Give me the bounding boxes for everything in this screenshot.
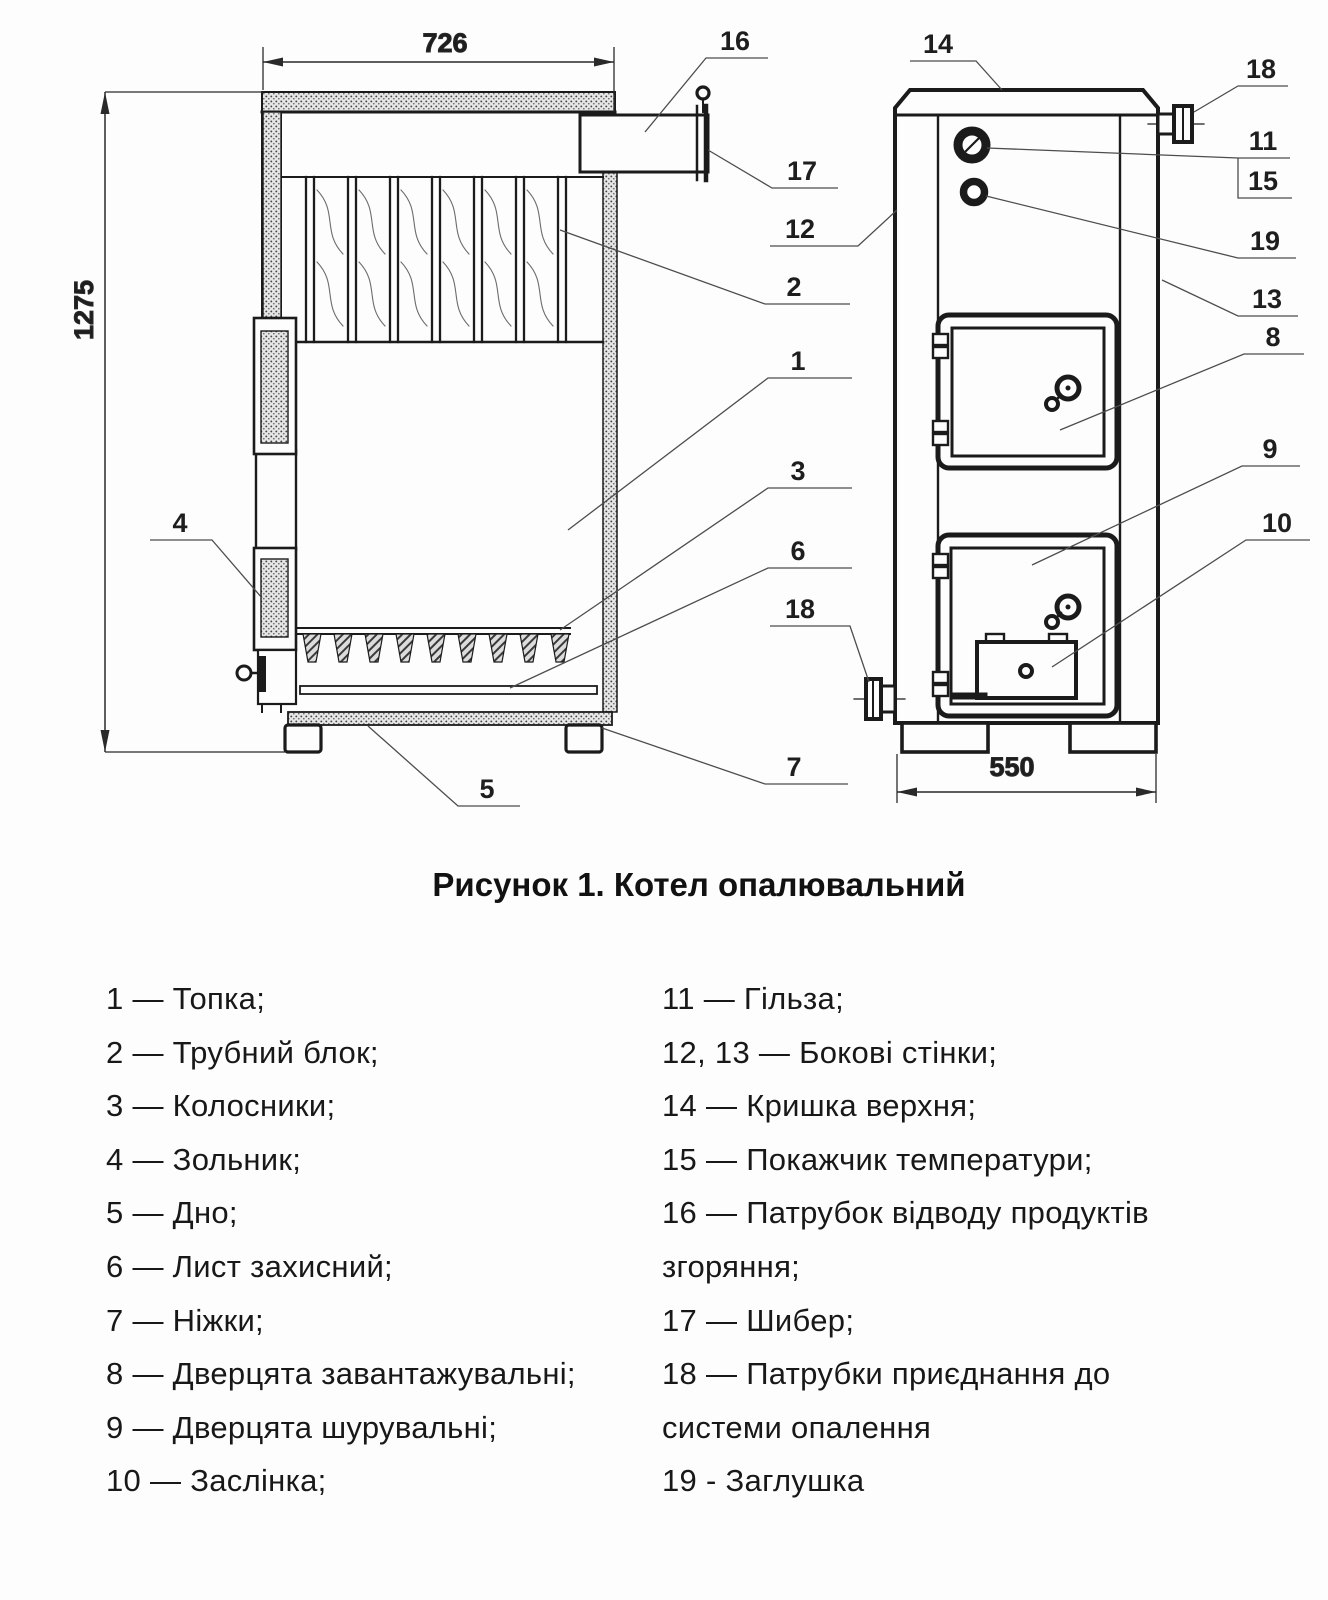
legend-item-2: 2 — Трубний блок; — [106, 1034, 379, 1070]
legend-item-9: 9 — Дверцята шурувальні; — [106, 1409, 498, 1445]
plug — [964, 182, 985, 203]
top-cover-section — [262, 92, 615, 112]
legend-item-17: 17 — Шибер; — [662, 1302, 855, 1338]
tube-block — [281, 177, 603, 342]
callout-16: 16 — [719, 26, 751, 56]
callout-5: 5 — [479, 774, 495, 804]
legend-item-3: 3 — Колосники; — [106, 1088, 336, 1124]
legend-item-19: 19 - Заглушка — [662, 1463, 865, 1499]
callout-2: 2 — [786, 272, 802, 302]
legend-item-12-13: 12, 13 — Бокові стінки; — [662, 1034, 998, 1070]
callout-11: 11 — [1248, 126, 1278, 156]
callout-17: 17 — [786, 156, 818, 186]
callout-10: 10 — [1261, 508, 1293, 538]
grate — [281, 628, 570, 662]
legend-column-right — [662, 972, 1149, 1508]
callout-9: 9 — [1262, 434, 1278, 464]
legend-item-4: 4 — Зольник; — [106, 1141, 302, 1177]
legend-item-8: 8 — Дверцята завантажувальні; — [106, 1356, 576, 1392]
dim-label-550: 550 — [989, 752, 1035, 782]
loading-door — [933, 315, 1117, 468]
callout-15: 15 — [1247, 166, 1279, 196]
callout-8: 8 — [1265, 322, 1281, 352]
side-wall-section — [603, 172, 617, 712]
legend-item-14: 14 — Кришка верхня; — [662, 1088, 977, 1124]
side-front-view — [854, 90, 1204, 752]
front-section-view — [237, 87, 709, 752]
damper-knob — [697, 87, 709, 99]
callout-18-left: 18 — [784, 594, 816, 624]
legend-item-16-cont: згоряння; — [662, 1248, 801, 1284]
foot — [1070, 723, 1156, 752]
callout-4: 4 — [172, 508, 188, 538]
callout-1: 1 — [790, 346, 806, 376]
callout-6: 6 — [790, 536, 806, 566]
legend-item-5: 5 — Дно; — [106, 1195, 238, 1231]
door-frame — [256, 450, 296, 550]
loading-door-section — [254, 318, 296, 454]
callout-18-right: 18 — [1245, 54, 1277, 84]
legend-item-18: 18 — Патрубки приєднання до — [662, 1356, 1111, 1392]
legend-item-1: 1 — Топка; — [106, 981, 266, 1016]
legend-item-18-cont: системи опалення — [662, 1409, 932, 1445]
water-flow-marks — [317, 190, 553, 326]
legend-column-left — [106, 972, 576, 1508]
callout-7: 7 — [786, 752, 802, 782]
legend-item-7: 7 — Ніжки; — [106, 1302, 264, 1338]
stoking-door — [933, 535, 1117, 716]
legend-item-10: 10 — Заслінка; — [106, 1463, 327, 1499]
protective-sheet — [300, 686, 597, 694]
callout-13: 13 — [1251, 284, 1283, 314]
figure-caption: Рисунок 1. Котел опалювальний — [432, 866, 966, 903]
legend-item-11: 11 — Гільза; — [662, 981, 844, 1016]
legend-item-6: 6 — Лист захисний; — [106, 1248, 393, 1284]
legend-item-15: 15 — Покажчик температури; — [662, 1141, 1093, 1177]
foot — [902, 723, 988, 752]
bottom-section — [288, 712, 612, 725]
foot — [566, 725, 602, 752]
foot — [285, 725, 321, 752]
callout-12: 12 — [784, 214, 816, 244]
ash-door-section — [254, 548, 296, 650]
legend-item-16: 16 — Патрубок відводу продуктів — [662, 1195, 1149, 1231]
callout-19: 19 — [1249, 226, 1281, 256]
dim-label-726: 726 — [422, 28, 468, 58]
door-handle — [237, 656, 266, 692]
dim-depth-550 — [897, 752, 1156, 803]
dim-label-1275: 1275 — [69, 279, 99, 341]
callout-3: 3 — [790, 456, 806, 486]
callout-14: 14 — [922, 29, 954, 59]
